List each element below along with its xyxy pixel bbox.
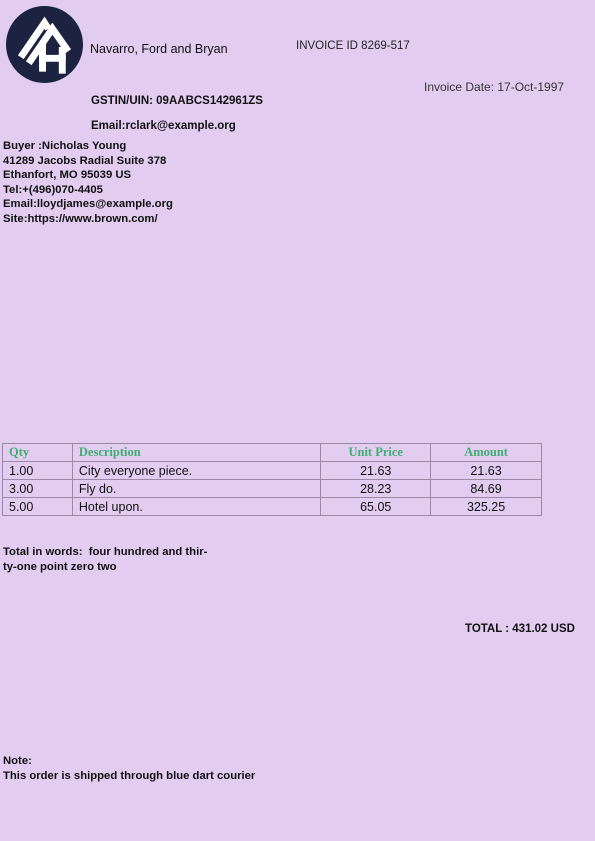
company-name: Navarro, Ford and Bryan	[90, 42, 228, 56]
buyer-site: Site:https://www.brown.com/	[3, 212, 158, 225]
cell-amount: 21.63	[431, 462, 542, 480]
header-amount: Amount	[431, 444, 542, 462]
company-gstin: GSTIN/UIN: 09AABCS142961ZS	[91, 95, 263, 107]
total-in-words	[3, 545, 233, 574]
cell-description: Fly do.	[72, 480, 320, 498]
invoice-date: Invoice Date: 17-Oct-1997	[424, 80, 565, 94]
cell-unit-price: 21.63	[321, 462, 431, 480]
buyer-email: Email:lloydjames@example.org	[3, 198, 173, 211]
cell-qty: 5.00	[3, 498, 73, 516]
buyer-name: Buyer :Nicholas Young	[3, 140, 127, 152]
cell-amount: 84.69	[431, 480, 542, 498]
invoice-id: INVOICE ID 8269-517	[296, 40, 410, 52]
table-header-row	[3, 444, 542, 462]
table-row	[3, 480, 542, 498]
cell-qty: 3.00	[3, 480, 73, 498]
header-description: Description	[72, 444, 320, 462]
cell-amount: 325.25	[431, 498, 542, 516]
items-table	[2, 443, 542, 516]
note-label: Note:	[3, 755, 32, 767]
company-email: Email:rclark@example.org	[91, 120, 236, 132]
cell-unit-price: 28.23	[321, 480, 431, 498]
total-words-line2: ty-one point zero two	[3, 560, 117, 573]
cell-description: Hotel upon.	[72, 498, 320, 516]
header-qty: Qty	[3, 444, 73, 462]
grand-total: TOTAL : 431.02 USD	[465, 623, 575, 635]
note-text: This order is shipped through blue dart courier	[3, 769, 256, 782]
buyer-block	[3, 139, 173, 227]
table-row	[3, 498, 542, 516]
buyer-address-line1: 41289 Jacobs Radial Suite 378	[3, 154, 167, 167]
table-row	[3, 462, 542, 480]
cell-unit-price: 65.05	[321, 498, 431, 516]
company-logo-icon	[5, 5, 84, 84]
buyer-tel: Tel:+(496)070-4405	[3, 183, 103, 196]
cell-qty: 1.00	[3, 462, 73, 480]
header-unit-price: Unit Price	[321, 444, 431, 462]
buyer-address-line2: Ethanfort, MO 95039 US	[3, 169, 132, 182]
total-words-line1: Total in words: four hundred and thir-	[3, 546, 208, 558]
cell-description: City everyone piece.	[72, 462, 320, 480]
note-block	[3, 754, 255, 783]
